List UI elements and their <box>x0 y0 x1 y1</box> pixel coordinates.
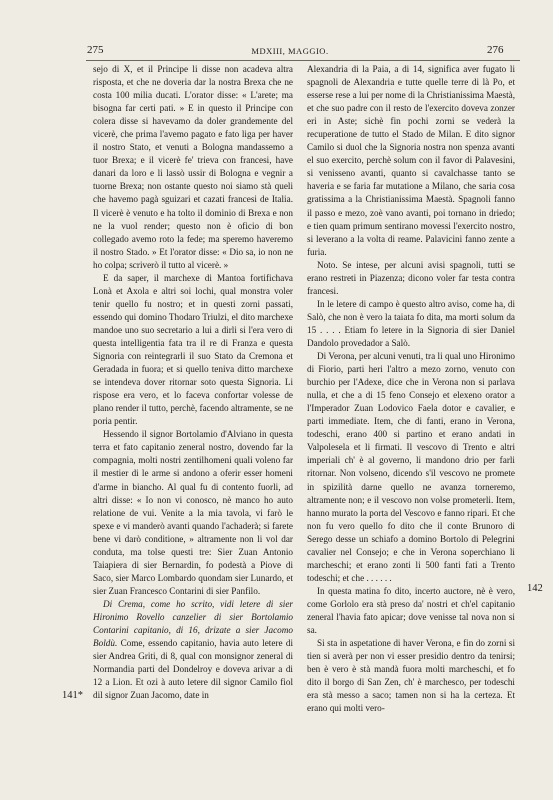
paragraph: Di Verona, per alcuni venuti, tra li qual uno Hironimo di Fiorio, parti heri l'altro a mezo zorno, venuto con burchio per l'Adexe, dice che in Verona non si parlava nulla, et che a di 15 feno Consejo et elexeno orator a l'Imperador Zuan Lodovico Faela dotor e cavalier, e parti immediate. Item, che di fanti, erano in Verona, todeschi, erano 400 si partino et erano andati in Valpolesela et li firmati. Il vescovo di Trento e altri imperiali ch' è al governo, li mandono drio per farli ritornar. Non volseno, dicendo s'il vescovo ne promete in spizilità darne quello ne avanza torneremo, altramente non; e il vescovo non volse prometerli. Item, hanno murato la porta del Vescovo e fanno ripari. Et che non fu vero quello fo dito che il conte Brunoro di Serego desse un schiafo a domino Bortolo di Pelegrini cavalier nel Consejo; e che in Verona soperchiano li marcheschi; et erano zonti li 500 fanti fati a Trento todeschi; et che . . . . . . <box>307 351 515 583</box>
paragraph-text: Come, essendo capitanio, havia auto letere di sier Andrea Griti, di 8, qual con monsignor zeneral di Normandia parti del Dondelroy e doveva arivar a di 12 a Lion. Et ozi à auto letere dil signor Camilo fiol dil signor Zuan Jacomo, date in <box>93 638 293 701</box>
page-number-left: 275 <box>87 44 104 56</box>
header-rule <box>86 60 520 61</box>
paragraph: Noto. Se intese, per alcuni avisi spagnoli, tutti se erano restreti in Piazenza; dicono voler far testa contra francesi. <box>307 259 515 296</box>
italic-lead: Di Crema, come ho scrito, vidi letere di sier Hironimo Rovello canzelier di sier Bortolamio Contarini capitanio, di 16, drizate a sier Jacomo Boldù. <box>93 598 293 649</box>
margin-number-left: 141* <box>62 690 83 701</box>
paragraph: E da saper, il marchexe di Mantoa fortifichava Lonà et Axola e altri soi lochi, qual monstra voler tenir quello fu nostro; et in questi zorni passati, essendo qui domino Thodaro Triulzi, el dito marchexe mandoe uno suo secretario a lui a dirli si l'era vero di questa intelligentia fata tra il re di Franza e questa Signoria con reintegrarli il suo Stato da Cremona et Geradada in fuora; et si quello teniva ditto marchexe se intendeva dover ritornar soto questa Signoria. Li rispose era vero, et lo faceva confortar volesse de plano render il tutto, perchè, facendo altramente, se ne poria pentir. <box>93 272 293 427</box>
paragraph: sejo di X, et il Principe li disse non acadeva altra risposta, et che ne doveria dar la nostra Brexa che ne costa 100 milia ducati. L'orator disse: « L'arete; ma bisogna far certi pati. » E in questo il Principe con colera disse si havevamo da doler grandemente del vicerè, che prima l'avemo pagato e fato liga per haver il nostro Stato, et venuti a Bologna mandassemo a tuor Brexa; e il vicerè fe' trieva con francesi, have danari da loro e li lassò ussir di Bologna e vegnir a tuorne Brexa; non ostante questo noi siamo stà queli che havemo pagà sguizari et cazati francesi de Italia. Il vicerè è venuto e ha tolto il dominio di Brexa e non ne la vuol render; questo non è oficio di bon collegado avemo roto la fede; ma speremo haveremo il nostro Stado. » Et l'orator disse: « Dio sa, io non ne ho colpa; scriverò il tutto al vicerè. » <box>93 64 293 270</box>
paragraph: In questa matina fo dito, incerto auctore, nè è vero, come Gorlolo era stà preso da' nostri et ch'el capitanio zeneral l'havia fato apicar; dove venisse tal nova non si sa. <box>307 585 515 636</box>
paragraph: Alexandria di la Paia, a di 14, significa aver fugato li spagnoli de Alexandria e tutte quelle terre di là Po, et esserse rese a lui per nome di la Christianissima Maestà, et che suo padre con il resto de l'exercito doveva zonzer eri in Aste; sichè fin pochi zorni se vederà la recuperatione de tutto el Stado de Milan. E dito signor Camilo si duol che la Signoria nostra non spenza avanti el suo exercito, perchè solum con il favor di Palavesini, si venisseno avanti, quanto si cavalchasse tanto se haveria e se faria far mutatione a Milano, che saria cosa gratissima a la Christianissima Maestà. Spagnoli fanno il passo e mezo, zoè vano avanti, poi tornano in driedo; e tien quam primum sentirano movessi l'exercito nostro, si leverano a la volta di reame. Palavicini fanno zente a furia. <box>307 64 515 257</box>
left-column <box>93 63 293 702</box>
running-header: MDXIII, MAGGIO. <box>251 46 329 56</box>
margin-number-right: 142 <box>527 583 543 594</box>
paragraph: In le letere di campo è questo altro aviso, come ha, di Salò, che non è vero la taiata fo dita, ma morti solum da 15 . . . . Etiam fo letere in la Signoria di sier Daniel Dandolo provedador a Salò. <box>307 298 515 348</box>
right-column <box>307 63 515 715</box>
paragraph: Si sta in aspetatione di haver Verona, e fin do zorni si tien si averà per non vi esser presidio dentro da tenirsi; ben è vero è stà mandà fuora molti marcheschi, et fo dito il borgo di San Zen, ch' è marchesco, per todeschi era stà messo a saco; tamen non si ha la certeza. Et erano qui molti vero- <box>307 638 515 714</box>
paragraph <box>93 598 293 702</box>
paragraph: Hessendo il signor Bortolamio d'Alviano in questa terra et fato capitanio zeneral nostro, dovendo far la compagnia, molti nostri zentilhomeni quali voleno far il mestier di le arme si andono a oferir esser homeni d'arme in biancho. Al qual fu di contento fuorli, ad altri disse: « Io non vi conosco, nè manco ho auto relatione de vui. Venite a la mia tavola, vi farò le spexe e vi manderò avanti quando l'achaderà; si farete bene vi darò conditione, » altramente non li vol dar conduta, ma tolse questi tre: Sier Zuan Antonio Taiapiera di sier Bernardin, fo podestà a Piove di Saco, sier Marco Lombardo quondam sier Lunardo, et sier Zuan Francesco Contarini di sier Panfilo. <box>93 429 293 596</box>
page-number-right: 276 <box>487 44 504 56</box>
